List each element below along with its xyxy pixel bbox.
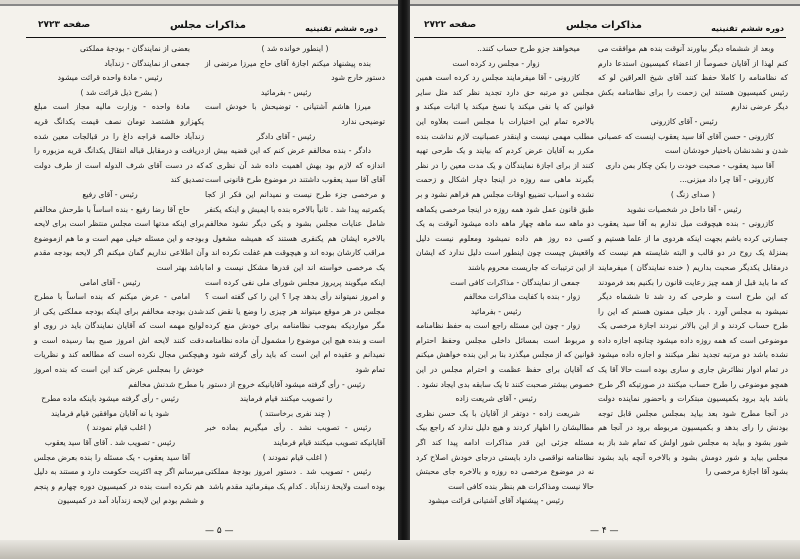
speech-paragraph: کازرونی - حسن آقای آقا سید یعقوب اینست که عصبانی شدن و نشدنشان باختیار خودشان است <box>598 131 788 156</box>
session-label: دوره ششم تقنینیه <box>711 24 784 33</box>
speech-paragraph: زوار - بنده با کفایت مذاکرات مخالفم <box>463 292 580 302</box>
right-page-left-column <box>416 42 594 509</box>
speaker-line: رئیس - آقای امامی <box>79 277 141 287</box>
speech-paragraph: بعضی از نمایندگان - بودجهٔ مملکتی <box>80 44 190 53</box>
speech-paragraph: جمعی از نمایندگان - مذاکرات کافی است <box>450 277 580 287</box>
left-page-header <box>38 20 378 36</box>
speech-paragraph: جمعی از نمایندگان - زندآباد <box>104 58 190 68</box>
folio-number: — ۴ — <box>590 526 619 536</box>
running-title: مذاکرات مجلس <box>565 20 643 31</box>
speaker-line: رئیس - تصویب شد . آقای آقا سید یعقوب <box>44 438 176 448</box>
speech-paragraph: امامی - عرض میکنم که بنده اساساً با مطرح شدن بودجه مخالفم برای اینکه بودجه مملکتی یکی از لوایح مهمه است که آقایان نمایندگان باید در روی او دقت کنند لایحه اش امروز صبح بما رسیده است و هیچکس مجال نکرده است که مطالعه کند و نظریات خودش را بمجلس عرض کند این است که بنده امروز با مطرح شدنش مخالفم <box>34 292 204 389</box>
speaker-line: رئیس - آقای رفیع <box>82 189 138 199</box>
speech-paragraph: رئیس - تصویب نشد . رأی میگیریم بماده خبر آقایانیکه تصویب میکنند قیام فرمایند <box>205 423 385 448</box>
speech-paragraph: مادهٔ واحده - وزارت مالیه مجاز است مبلغ یکهزارو هشتصد تومان نصف قیمت یکدانگ قریه زندآباد خالصه قراجه داغ را در قبالجات معین شده دریافت و درمقابل قباله انتقال یکدانگ قریه مزبوره را که در دست آقای شرف الدوله است از طرف دولت تصدیق کند <box>34 102 204 185</box>
procedural-note: ( چند نفری برخاستند ) <box>259 408 331 418</box>
procedural-note: ( اینطور خوانده شد ) <box>261 44 329 53</box>
speaker-line: رئیس - مادهٔ واحده قرائت میشود <box>57 73 163 83</box>
speech-paragraph: وبعد از ششماه دیگر بیاورند آنوقت بنده هم موافقت می کنم لهذا از آقایان خصوصاً از اعضاء کمیسیون استدعا دارم که نظامنامه را کاملا حفظ کنند آقای شیخ العراقین لو که رئیس کمیسیون هستند این زحمت را برای نظامنامه بکش دیگر عرضی ندارم <box>598 44 788 112</box>
page-number-label: صفحه ۲۷۲۳ <box>38 20 91 30</box>
speaker-line: رئیس - رأی گرفته میشود آقایانیکه خروج از دستور را تصویب میکنند قیام فرمایند <box>207 379 365 404</box>
header-rule <box>26 37 386 38</box>
procedural-note: ( اغلب قیام نمودند ) <box>86 423 152 433</box>
speaker-line: رئیس - آقا داخل در شخصیات نشوید <box>626 204 742 214</box>
right-page <box>410 4 800 552</box>
header-rule <box>414 37 786 38</box>
speech-paragraph: آقا سید یعقوب - یک مسئله را بنده بعرض مجلس میرسانم اگر چه اکثریت حکومت دارد و مستند به دلیل هم نکرده است بنده در کمیسیون دوره چهارم و پنجم و ششم بودم این لایحه زندآباد آمد در کمیسیون <box>34 452 204 506</box>
speech-paragraph: رئیس - تصویب شد . دستور امروز بودجهٔ مملکتی بوده است ولایحهٔ زندآباد . کدام یک میفرمائید مقدم باشد <box>205 467 385 491</box>
right-page-header <box>424 20 784 36</box>
speaker-line: رئیس - رأی گرفته میشود باینکه ماده مطرح شود یا نه آقایان موافقین قیام فرمایند <box>41 394 179 418</box>
speech-paragraph: کازرونی - بنده هیچوقت میل ندارم به آقا سید یعقوب جسارتی کرده باشم بجهت اینکه هردوی ما از علما هستیم و بمنزلهٔ یک روح در دو قالب و البته شایسته هم نیست که درمقابل یکدیگر صحبت بداریم ( خنده نمایندگان ) میفرمایند که ما باید قبل از همه چیز رعایت قانون را بکنیم بعد فرمودند که این طرح است و طرحی که رد شد تا ششماه دیگر نمیشود به مجلس آورد . باز خیلی ممنون هستم که این را طرح حساب کردند و از این بالاتر نبردند اجازهٔ مرخصی یک موضوعی است که همه روزه داده میشود چنانچه اجازه داده نشده باشد دو مرتبه تجدید نظر میکنند و اجازه داده میشود در تمام ادوار نظائرش جاری و ساری بوده است حالا آقا یک همچو موضوعی را طرح حساب میکنند در صورتیکه اگر طرح باشد باید برود بکمیسیون مبتکرات و باحضور نماینده دولت در آنجا مطرح شود بعد بیاید بمجلس مجلس قابل توجه بودنش را رای بدهد و بکمیسیون مربوطه برود در آنجا هم شور بشود و بیاید به مجلس شور اولش که تمام شد باز به مجلس بیاید و شور دومش بشود و بالاخره آنچه باید بشود بشود آقا اجازهٔ مرخصی را <box>598 219 788 477</box>
left-page-left-column <box>34 42 204 509</box>
right-page-right-column <box>598 42 788 480</box>
speaker-line: رئیس - آقای شریعت زاده <box>455 394 537 404</box>
running-title: مذاکرات مجلس <box>169 20 247 31</box>
speech-paragraph: زوار - چون این مسئله راجع است به حفظ نظامنامه و مربوط است بمسائل داخلی مجلس وحفظ احترام قوانین که از مجلس میگذرد بنا بر این بنده خواهش میکنم که آقایان برای حفظ عظمت و احترام مجلس در این خصوص بیشتر صحبت کنند تا یک سابقه بدی ایجاد نشود . <box>416 321 594 389</box>
procedural-note: ( بشرح ذیل قرائت شد ) <box>80 87 158 97</box>
speech-paragraph: دادگر - بنده مخالفم عرض کنم که این قضیه بیش از اندازه که لازم بود بهش اهمیت داده شد آن نظری که آقای آقا سید یعقوب داشتند در موضوع طرح قانونی است و مرخصی جزء طرح نیست و نمیدانم این فکر از کجا یکمرتبه پیدا شد . ثانیاً بالاخره بنده با ایمیش و اینکه یکنفر شامل عنایات مجلس بشود و یکی دیگر نشود مخالفم بالاخره ایشان هم یکنفری هستند که همیشه مشغول و مراقب کارشان بوده اند و هیچوقت هم غفلت نکرده اند و یک مرخصی خواسته اند این قدرها مشکل نیست و اما اینکه میگویند پریروز مجلس شورای ملی نفی کرده است و امروز نمیتواند رأی بدهد چرا ؟ این را کی گفته است ؟ مجلس در هر موقع میتواند هر چیزی را وضع یا نقض کند مگر مواردیکه بموجب نظامنامه برای خودش منع کرده است و بنده هیچ این موضوع را مشمول آن ماده نظامنامه نمیدانم و عقیده ام این است که باید رأی گرفته شود و تمام شود <box>205 146 385 375</box>
speech-paragraph: میرزا هاشم آشتیانی - توضیحش با خودش است توضیحی ندارد <box>205 102 385 126</box>
speech-paragraph: کازرونی - آقا چرا داد میزنی... <box>679 175 774 185</box>
speech-paragraph: کازرونی - آقا میفرمایند مجلس رد کرده است همین مجلس دو مرتبه حق دارد تجدید نظر کند مثل سایر قوانین که یا نفی میکند یا نسخ میکند یا اثبات میکند و بالاخره تمام این اختیارات با مجلس است بعلاوه این مطلب مهمی نیست و اینقدر عصبانیت لازم نداشت بنده مکرر به آقایان عرض کردم که بیایند و یک طرحی تهیه کنند از برای اجازهٔ نمایندگان و یک مدت معین را در نظر بگیرند ماهی سه روزه در اینجا دچار اشکال و زحمت نشده و اسباب تضییع اوقات مجلس هم فراهم نشود و بر طبق قانون عمل شود همه روزه در اینجا مرخصی یکماهه دو ماهه سه ماهه چهار ماهه داده میشود آنوقت به یک کسی ده روز هم داده نمیشود ومعلوم نیست دلیل واقعیش چیست چون اینطور است دلیل ندارد که ایشان از این ترتیبات که جاریست محروم باشند <box>416 73 594 272</box>
speech-paragraph: شریعت زاده - دوتفر از آقایان با یک حسن نظری مطالبشان را اظهار کردند و هیچ دلیل ندارد که راجع بیک مسئله جزئی این قدر مذاکرات ادامه پیدا کند اگر نظامنامه نواقصی دارد بایستی درجای خودش اصلاح کرد نه در موضوع مرخصی ده روزه و بالاخره جای محبتش حالا نیست ومذاکرات هم بنظر بنده کافی است <box>416 408 594 491</box>
book-gutter <box>398 0 410 559</box>
procedural-note: ( اغلب قیام نمودند ) <box>262 452 328 462</box>
procedural-note: ( صدای زنگ ) <box>670 189 716 199</box>
session-label: دوره ششم تقنینیه <box>305 24 378 33</box>
speaker-line: رئیس - بفرمائید <box>470 306 522 316</box>
speech-paragraph: بنده پیشنهاد میکنم اجازهٔ آقای حاج میرزا مرتضی از دستور خارج شود <box>205 58 385 83</box>
page-number-label: صفحه ۲۷۲۲ <box>424 20 477 30</box>
speaker-line: رئیس - آقای دادگر <box>256 131 316 141</box>
speaker-line: زوار - مجلس رد کرده است <box>452 58 540 68</box>
left-page-right-column <box>205 42 385 494</box>
speech-paragraph: میخواهند جزو طرح حساب کنند.. <box>477 44 580 53</box>
speaker-line: رئیس - بفرمائید <box>260 87 312 97</box>
speaker-line: رئیس - آقای کازرونی <box>650 116 718 126</box>
speech-paragraph: آقا سید یعقوب - صحبت خودت را بکن چکار بمن داری <box>605 160 774 170</box>
speech-paragraph: حاج آقا رضا رفیع - بنده اساساً با طرحش مخالفم برای اینکه مدتها است مجلس منتظر است برای لایحه بودجه و این مسئله خیلی مهم است و ما هم ازموضوع آن اطلاعی نداریم گمان میکنم اگر لایحه بودجه مقدم باشد بهتر است <box>34 204 204 272</box>
left-page <box>0 4 398 552</box>
speaker-line: رئیس - پیشنهاد آقای آشتیانی قرائت میشود <box>428 496 564 506</box>
folio-number: — ۵ — <box>205 526 234 536</box>
scan-bottom-edge <box>0 540 800 559</box>
